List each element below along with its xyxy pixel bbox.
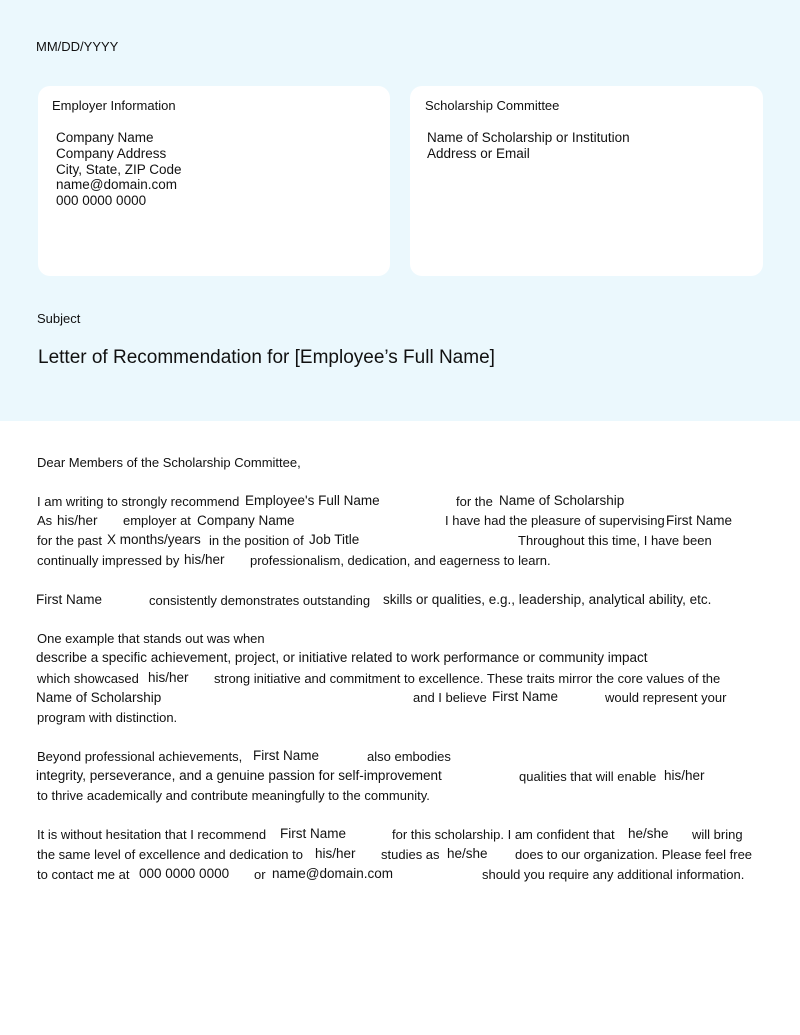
p5-text: should you require any additional information. — [482, 867, 745, 882]
p1-text: As — [37, 513, 53, 528]
p5-text: It is without hesitation that I recommend — [37, 827, 267, 842]
pronoun-placeholder[interactable]: his/her — [315, 846, 356, 861]
employer-info-card — [38, 86, 390, 276]
p3-text: would represent your — [605, 690, 727, 705]
company-name-placeholder[interactable]: Company Name — [197, 513, 295, 528]
duration-placeholder[interactable]: X months/years — [107, 532, 201, 547]
first-name-placeholder[interactable]: First Name — [253, 748, 320, 763]
p1-text: employer at — [123, 513, 191, 528]
p3-text: which showcased — [37, 671, 139, 686]
p3-text: and I believe — [413, 690, 487, 705]
first-name-placeholder[interactable]: First Name — [492, 689, 559, 704]
p1-text: for the — [456, 494, 493, 509]
p3-text: program with distinction. — [37, 710, 178, 725]
pronoun-placeholder[interactable]: his/her — [148, 670, 189, 685]
p5-text: the same level of excellence and dedication to — [37, 847, 303, 862]
pronoun-placeholder[interactable]: his/her — [664, 768, 705, 783]
first-name-placeholder[interactable]: First Name — [36, 592, 103, 607]
job-title-placeholder[interactable]: Job Title — [309, 532, 360, 547]
committee-details — [427, 130, 630, 162]
p1-text: Throughout this time, I have been — [518, 533, 712, 548]
employee-full-name-placeholder[interactable]: Employee's Full Name — [245, 493, 380, 508]
phone-field[interactable]: 000 0000 0000 — [56, 193, 147, 209]
p5-text: does to our organization. Please feel free — [515, 847, 753, 862]
p5-text: for this scholarship. I am confident that — [392, 827, 615, 842]
p5-text: will bring — [692, 827, 743, 842]
p1-text: I have had the pleasure of supervising — [445, 513, 665, 528]
qualities-placeholder[interactable]: integrity, perseverance, and a genuine passion for self-improvement — [36, 768, 442, 783]
p1-text: professionalism, dedication, and eagerness to learn. — [250, 553, 551, 568]
subject-title[interactable]: Letter of Recommendation for [Employee’s Full Name] — [38, 347, 495, 368]
email-field[interactable]: name@domain.com — [56, 177, 178, 193]
p5-text: studies as — [381, 847, 440, 862]
scholarship-name-placeholder[interactable]: Name of Scholarship — [499, 493, 625, 508]
committee-card-title: Scholarship Committee — [425, 98, 560, 113]
p1-text: continually impressed by — [37, 553, 180, 568]
subject-label: Subject — [37, 311, 81, 326]
address-or-email-field[interactable]: Address or Email — [427, 145, 530, 161]
p1-text: in the position of — [209, 533, 304, 548]
scholarship-name-field[interactable]: Name of Scholarship or Institution — [427, 130, 630, 145]
scholarship-committee-card — [410, 86, 763, 276]
p3-text: One example that stands out was when — [37, 631, 265, 646]
p2-text: consistently demonstrates outstanding — [149, 593, 371, 608]
pronoun-placeholder[interactable]: his/her — [57, 513, 98, 528]
p1-text: I am writing to strongly recommend — [37, 494, 240, 509]
email-placeholder[interactable]: name@domain.com — [272, 866, 394, 881]
p1-text: for the past — [37, 533, 103, 548]
date-field[interactable]: MM/DD/YYYY — [36, 39, 119, 54]
pronoun-placeholder[interactable]: he/she — [447, 846, 488, 861]
p4-text: qualities that will enable — [519, 769, 657, 784]
p5-text: or — [254, 867, 266, 882]
p5-text: to contact me at — [37, 867, 130, 882]
first-name-placeholder[interactable]: First Name — [666, 513, 733, 528]
p4-text: Beyond professional achievements, — [37, 749, 243, 764]
p3-text: strong initiative and commitment to excellence. These traits mirror the core values of the — [214, 671, 721, 686]
scholarship-name-placeholder[interactable]: Name of Scholarship — [36, 690, 162, 705]
first-name-placeholder[interactable]: First Name — [280, 826, 347, 841]
city-state-zip-field[interactable]: City, State, ZIP Code — [56, 161, 182, 177]
skills-placeholder[interactable]: skills or qualities, e.g., leadership, analytical ability, etc. — [383, 592, 712, 607]
phone-placeholder[interactable]: 000 0000 0000 — [139, 866, 230, 881]
company-address-field[interactable]: Company Address — [56, 145, 167, 161]
employer-details — [56, 130, 182, 209]
pronoun-placeholder[interactable]: his/her — [184, 552, 225, 567]
p4-text: also embodies — [367, 749, 451, 764]
pronoun-placeholder[interactable]: he/she — [628, 826, 669, 841]
company-name-field[interactable]: Company Name — [56, 130, 154, 145]
employer-card-title: Employer Information — [52, 98, 176, 113]
greeting: Dear Members of the Scholarship Committee, — [37, 455, 301, 470]
p4-text: to thrive academically and contribute meaningfully to the community. — [37, 788, 430, 803]
achievement-placeholder[interactable]: describe a specific achievement, project, or initiative related to work performance or community impact — [36, 650, 648, 665]
